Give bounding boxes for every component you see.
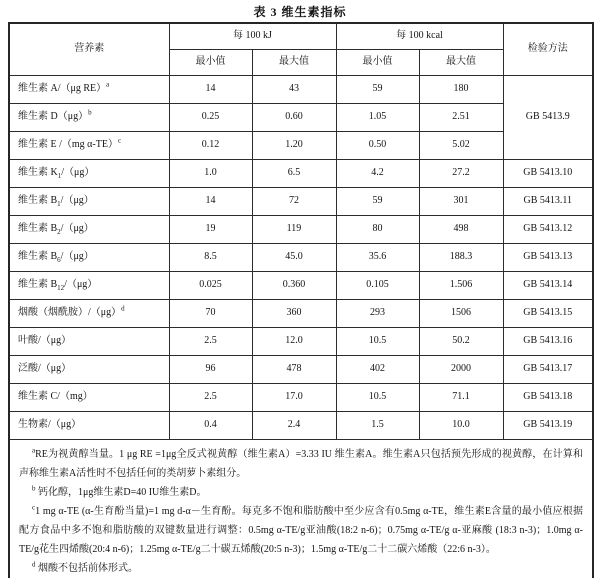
table-row bbox=[9, 215, 593, 243]
footnote bbox=[19, 502, 583, 559]
header-per-100kj: 每 100 kJ bbox=[169, 23, 336, 49]
kcal-max-cell: 50.2 bbox=[419, 327, 503, 355]
kcal-max-cell: 71.1 bbox=[419, 383, 503, 411]
kj-min-cell: 0.025 bbox=[169, 271, 252, 299]
method-cell: GB 5413.11 bbox=[503, 187, 593, 215]
footnote-marker: c bbox=[117, 136, 122, 145]
footnote bbox=[19, 559, 583, 578]
subscript: 12 bbox=[57, 283, 65, 292]
footnotes-block bbox=[9, 439, 593, 578]
kcal-min-cell: 59 bbox=[336, 187, 419, 215]
table-title: 表 3 维生素指标 bbox=[253, 5, 347, 19]
name-text: 维生素 B bbox=[18, 222, 58, 234]
nutrient-name-cell bbox=[9, 299, 169, 327]
kcal-min-cell: 59 bbox=[336, 75, 419, 103]
nutrient-name-cell bbox=[9, 411, 169, 439]
footnote-marker: a bbox=[32, 446, 36, 455]
header-kj-min: 最小值 bbox=[169, 49, 252, 75]
kcal-min-cell: 0.105 bbox=[336, 271, 419, 299]
kcal-min-cell: 10.5 bbox=[336, 327, 419, 355]
kcal-max-cell: 27.2 bbox=[419, 159, 503, 187]
kj-min-cell: 70 bbox=[169, 299, 252, 327]
table-row bbox=[9, 383, 593, 411]
kj-max-cell: 6.5 bbox=[252, 159, 336, 187]
name-text: /（μg） bbox=[60, 222, 94, 234]
kj-min-cell: 8.5 bbox=[169, 243, 252, 271]
kj-max-cell: 45.0 bbox=[252, 243, 336, 271]
name-text: 烟酸（烟酰胺）/（μg） bbox=[18, 306, 122, 318]
header-kj-max: 最大值 bbox=[252, 49, 336, 75]
name-text: 维生素 C/（mg） bbox=[18, 390, 93, 402]
method-cell: GB 5413.16 bbox=[503, 327, 593, 355]
subscript: 1 bbox=[57, 171, 62, 180]
kcal-min-cell: 0.50 bbox=[336, 131, 419, 159]
method-cell: GB 5413.19 bbox=[503, 411, 593, 439]
kj-max-cell: 360 bbox=[252, 299, 336, 327]
nutrient-name-cell bbox=[9, 215, 169, 243]
kj-max-cell: 17.0 bbox=[252, 383, 336, 411]
subscript: 2 bbox=[57, 227, 61, 236]
nutrient-name-cell bbox=[9, 383, 169, 411]
name-text: 维生素 E /（mg α-TE） bbox=[18, 138, 118, 150]
kcal-min-cell: 35.6 bbox=[336, 243, 419, 271]
nutrient-name-cell bbox=[9, 131, 169, 159]
subscript: 1 bbox=[57, 199, 61, 208]
nutrient-name-cell bbox=[9, 327, 169, 355]
method-cell: GB 5413.17 bbox=[503, 355, 593, 383]
kj-min-cell: 2.5 bbox=[169, 383, 252, 411]
method-cell: GB 5413.13 bbox=[503, 243, 593, 271]
kj-min-cell: 14 bbox=[169, 75, 252, 103]
footnote-marker: b bbox=[88, 108, 92, 117]
kcal-max-cell: 498 bbox=[419, 215, 503, 243]
kcal-min-cell: 10.5 bbox=[336, 383, 419, 411]
name-text: 叶酸/（μg） bbox=[18, 334, 72, 346]
footnote bbox=[19, 483, 583, 502]
header-kcal-max: 最大值 bbox=[419, 49, 503, 75]
header-nutrient: 营养素 bbox=[9, 23, 169, 75]
nutrient-name-cell bbox=[9, 355, 169, 383]
name-text: 维生素 D（μg） bbox=[18, 110, 89, 122]
name-text: /（μg） bbox=[60, 250, 94, 262]
method-cell: GB 5413.14 bbox=[503, 271, 593, 299]
footnote-text: 钙化醇，1μg维生素D=40 IU维生素D。 bbox=[35, 486, 207, 498]
method-cell: GB 5413.9 bbox=[503, 75, 593, 159]
kj-max-cell: 478 bbox=[252, 355, 336, 383]
nutrient-name-cell bbox=[9, 159, 169, 187]
footnote bbox=[19, 445, 583, 483]
kj-min-cell: 1.0 bbox=[169, 159, 252, 187]
kcal-max-cell: 1506 bbox=[419, 299, 503, 327]
footnote-marker: a bbox=[106, 80, 110, 89]
name-text: 维生素 B bbox=[18, 194, 58, 206]
nutrient-name-cell bbox=[9, 271, 169, 299]
table-row bbox=[9, 187, 593, 215]
vitamin-indicators-table bbox=[8, 22, 594, 578]
header-method: 检验方法 bbox=[503, 23, 593, 75]
kj-min-cell: 19 bbox=[169, 215, 252, 243]
name-text: 泛酸/（μg） bbox=[18, 362, 72, 374]
kcal-min-cell: 4.2 bbox=[336, 159, 419, 187]
kj-max-cell: 0.60 bbox=[252, 103, 336, 131]
footnote-text: 1 mg α-TE (α-生育酚当量)=1 mg d-α－生育酚。每克多不饱和脂肪酸中至少应含有0.5mg α-TE，维生素E含量的最小值应根据配方食品中多不饱和脂肪酸的双键数量进行调整：0.5mg α-TE/g亚油酸(18:2 n-6)；0.75mg α-TE/g α-亚麻酸 (18:3 n-3)；1.0mg α-TE/g花生四烯酸(20:4 n-6)；1.25mg α-TE/g二十碳五烯酸(20:5 n-3)；1.5mg α-TE/g二十二碳六烯酸（22:6 n-3）。 bbox=[19, 505, 583, 555]
kj-max-cell: 2.4 bbox=[252, 411, 336, 439]
footnote-marker: d bbox=[121, 304, 125, 313]
name-text: /（μg） bbox=[61, 166, 95, 178]
kcal-max-cell: 180 bbox=[419, 75, 503, 103]
kcal-max-cell: 2000 bbox=[419, 355, 503, 383]
kj-max-cell: 12.0 bbox=[252, 327, 336, 355]
nutrient-name-cell bbox=[9, 103, 169, 131]
kj-min-cell: 0.25 bbox=[169, 103, 252, 131]
kj-min-cell: 0.4 bbox=[169, 411, 252, 439]
name-text: 维生素 B bbox=[18, 250, 58, 262]
kj-min-cell: 0.12 bbox=[169, 131, 252, 159]
table-row bbox=[9, 327, 593, 355]
name-text: 维生素 K bbox=[18, 166, 58, 178]
kj-min-cell: 96 bbox=[169, 355, 252, 383]
kj-min-cell: 14 bbox=[169, 187, 252, 215]
table-row bbox=[9, 355, 593, 383]
kcal-max-cell: 188.3 bbox=[419, 243, 503, 271]
kj-max-cell: 72 bbox=[252, 187, 336, 215]
kcal-max-cell: 1.506 bbox=[419, 271, 503, 299]
nutrient-name-cell bbox=[9, 187, 169, 215]
kcal-min-cell: 293 bbox=[336, 299, 419, 327]
header-per-100kcal: 每 100 kcal bbox=[336, 23, 503, 49]
table-row bbox=[9, 271, 593, 299]
subscript: 6 bbox=[57, 255, 61, 264]
footnote-marker: c bbox=[32, 503, 36, 512]
footnote-text: RE为视黄醇当量。1 μg RE =1μg全反式视黄醇（维生素A）=3.33 IU 维生素A。维生素A只包括预先形成的视黄醇，在计算和声称维生素A活性时不包括任何的类胡萝卜素组分。 bbox=[19, 448, 583, 479]
name-text: 维生素 A/（μg RE） bbox=[18, 82, 107, 94]
kcal-max-cell: 5.02 bbox=[419, 131, 503, 159]
nutrient-name-cell bbox=[9, 243, 169, 271]
footnote-marker: d bbox=[32, 560, 36, 569]
kj-max-cell: 119 bbox=[252, 215, 336, 243]
method-cell: GB 5413.10 bbox=[503, 159, 593, 187]
table-row bbox=[9, 243, 593, 271]
kcal-min-cell: 1.05 bbox=[336, 103, 419, 131]
kcal-max-cell: 301 bbox=[419, 187, 503, 215]
kj-max-cell: 1.20 bbox=[252, 131, 336, 159]
footnote-text: 烟酸不包括前体形式。 bbox=[35, 562, 138, 574]
kcal-max-cell: 10.0 bbox=[419, 411, 503, 439]
kj-max-cell: 43 bbox=[252, 75, 336, 103]
name-text: /（μg） bbox=[64, 278, 98, 290]
kj-max-cell: 0.360 bbox=[252, 271, 336, 299]
method-cell: GB 5413.15 bbox=[503, 299, 593, 327]
kcal-min-cell: 80 bbox=[336, 215, 419, 243]
method-cell: GB 5413.12 bbox=[503, 215, 593, 243]
table-row bbox=[9, 411, 593, 439]
kcal-min-cell: 1.5 bbox=[336, 411, 419, 439]
table-row bbox=[9, 159, 593, 187]
kj-min-cell: 2.5 bbox=[169, 327, 252, 355]
kcal-min-cell: 402 bbox=[336, 355, 419, 383]
footnote-marker: b bbox=[32, 484, 36, 493]
name-text: /（μg） bbox=[60, 194, 94, 206]
kcal-max-cell: 2.51 bbox=[419, 103, 503, 131]
table-row bbox=[9, 75, 593, 103]
name-text: 维生素 B bbox=[18, 278, 58, 290]
header-kcal-min: 最小值 bbox=[336, 49, 419, 75]
name-text: 生物素/（μg） bbox=[18, 418, 82, 430]
nutrient-name-cell bbox=[9, 75, 169, 103]
table-row bbox=[9, 299, 593, 327]
method-cell: GB 5413.18 bbox=[503, 383, 593, 411]
